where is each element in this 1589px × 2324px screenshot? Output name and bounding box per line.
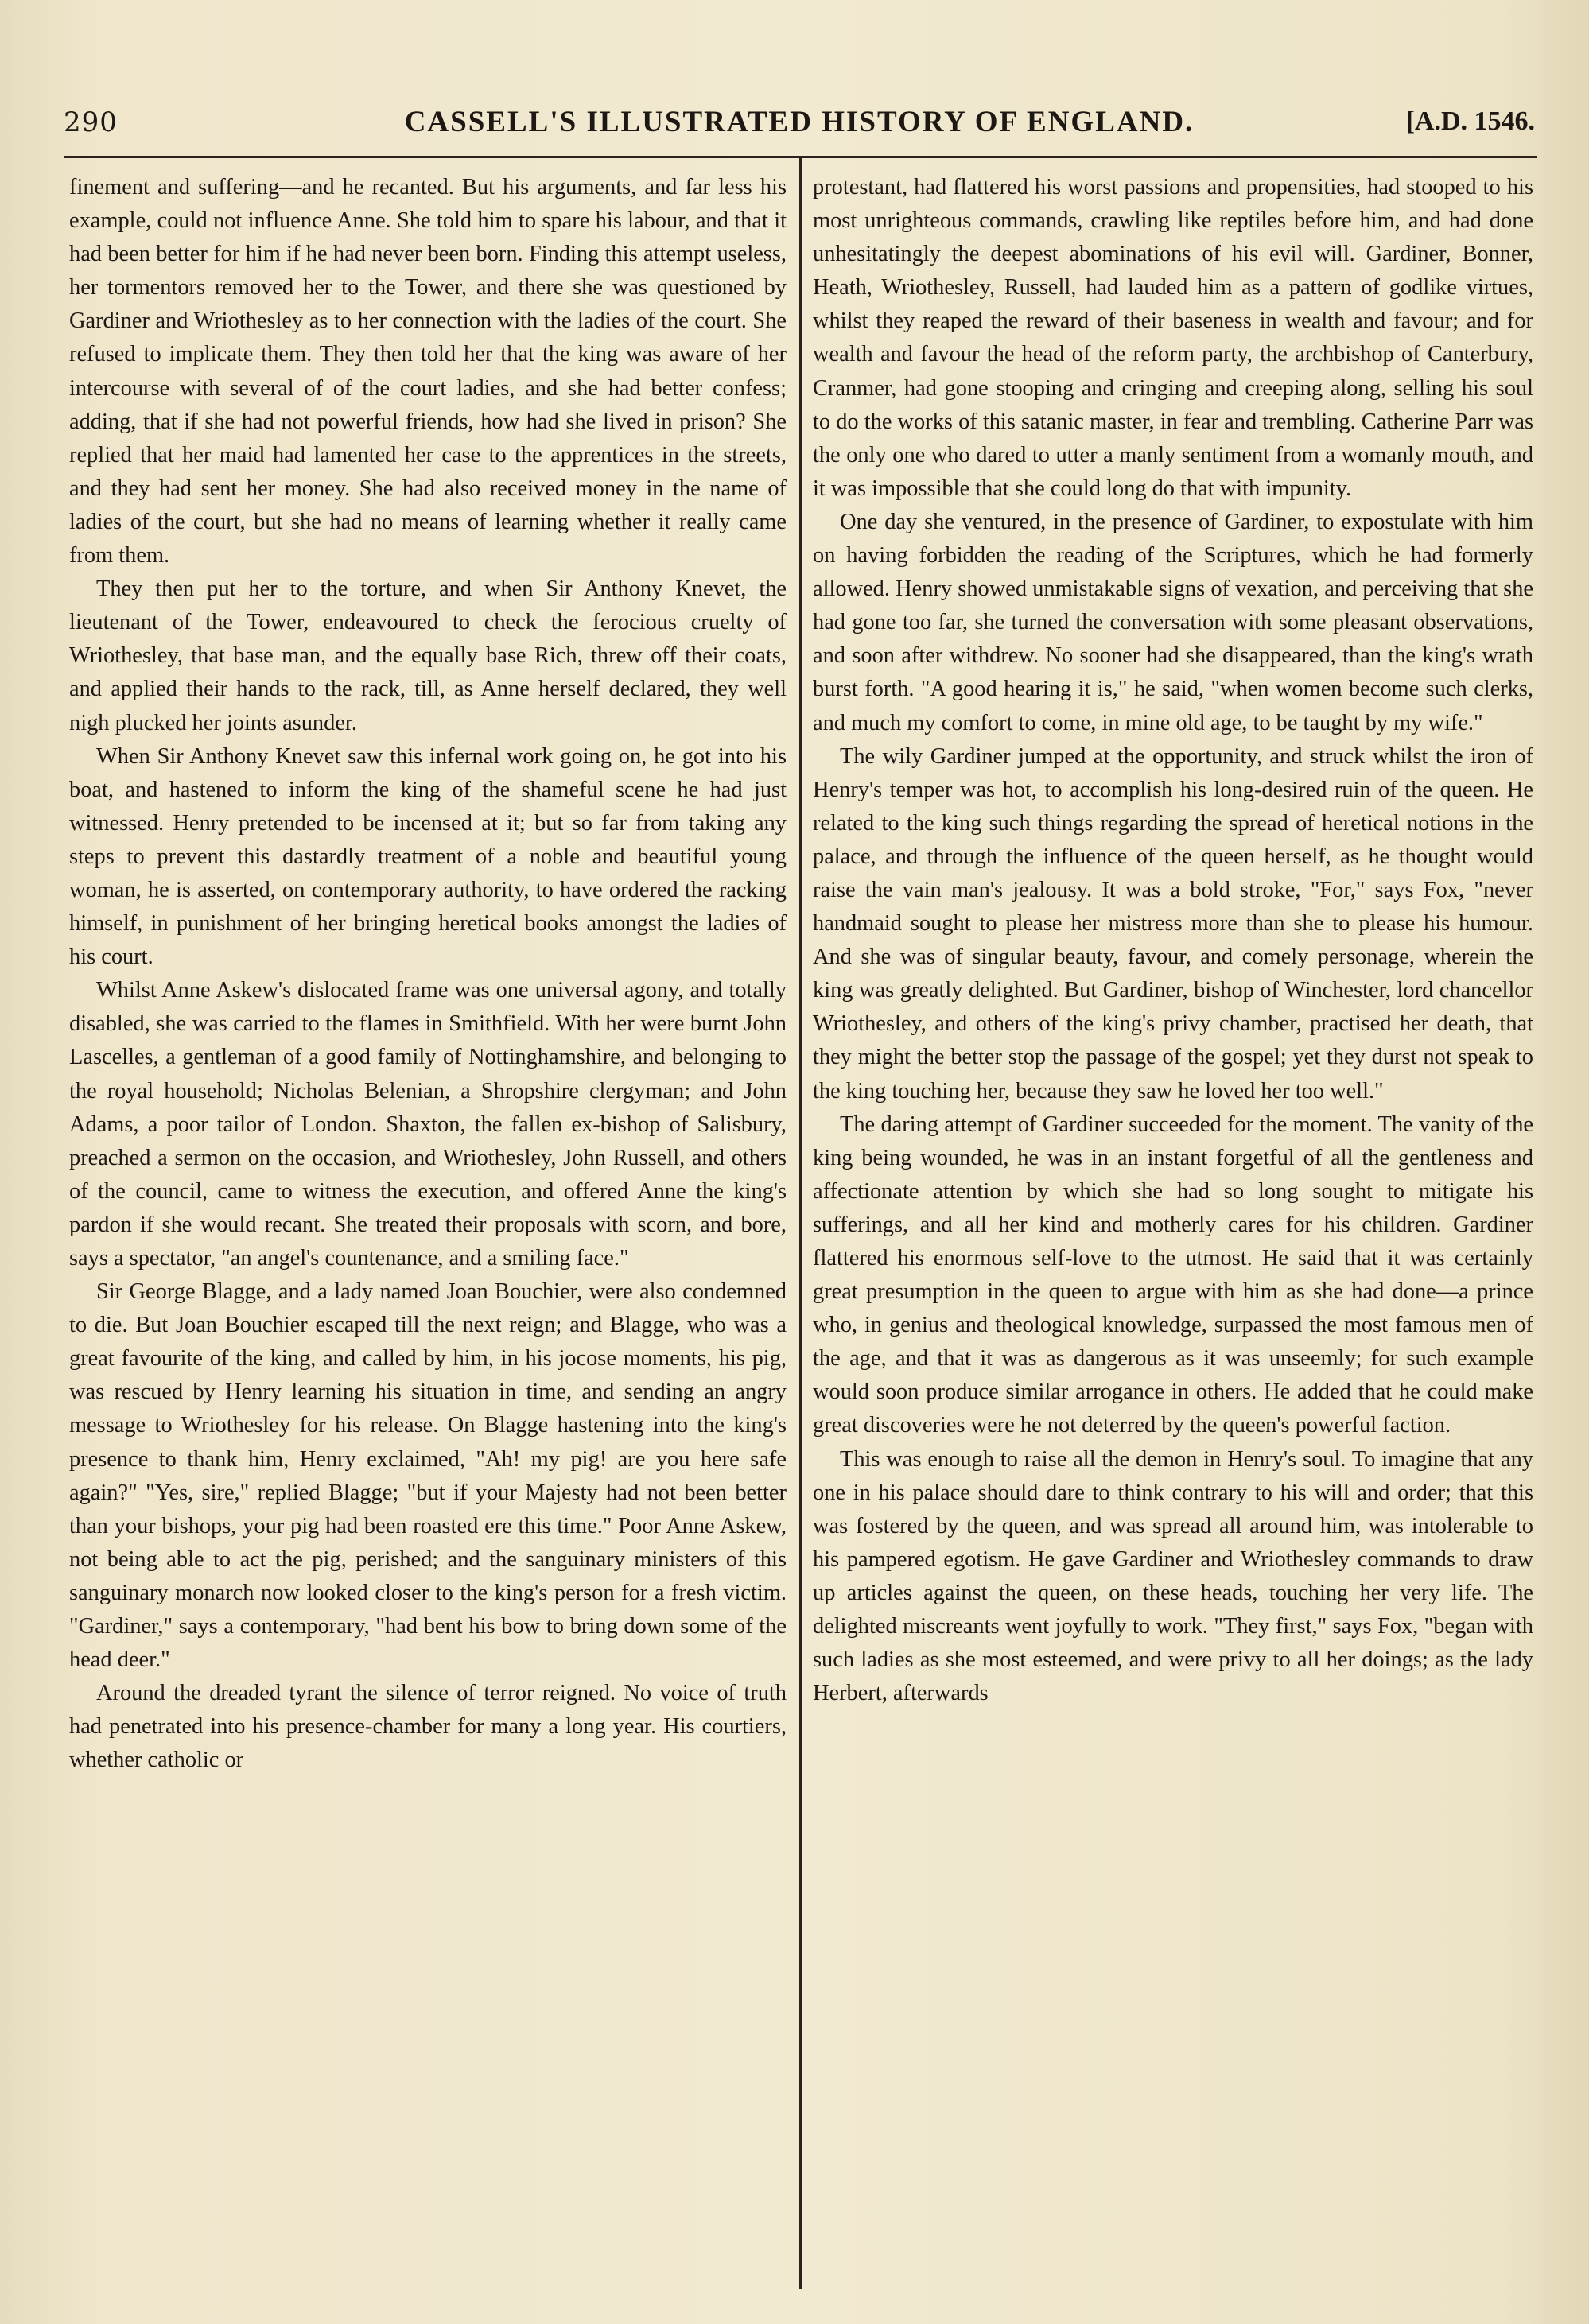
paragraph: This was enough to raise all the demon in Henry's soul. To imagine that any one in his palace should dare to think contrary to his will and order; that this was fostered by the queen, and was spread all around him, was intolerable to his pampered egotism. He gave Gardiner and Wriothesley commands to draw up articles against the queen, on these heads, touching her very life. The delighted miscreants went joyfully to work. "They first," says Fox, "began with such ladies as she most esteemed, and were privy to all her doings; as the lady Herbert, afterwards [813,1446,1533,1706]
paragraph: protestant, had flattered his worst passions and propensities, had stooped to his most unrighteous commands, crawling like reptiles before him, and had done unhesitatingly the deepest abominations of his evil will. Gardiner, Bonner, Heath, Wriothesley, Russell, had lauded him as a pattern of godlike virtues, whilst they reaped the reward of their baseness in wealth and favour; and for wealth and favour the head of the reform party, the archbishop of Canterbury, Cranmer, had gone stooping and cringing and creeping along, selling his soul to do the works of this satanic master, in fear and trembling. Catherine Parr was the only one who dared to utter a manly sentiment from a womanly mouth, and it was impossible that she could long do that with impunity. [813,175,1533,501]
paragraph: Whilst Anne Askew's dislocated frame was one universal agony, and totally disabled, she was carried to the flames in Smithfield. With her were burnt John Lascelles, a gentleman of a good family of Nottinghamshire, and belonging to the royal household; Nicholas Belenian, a Shropshire clergyman; and John Adams, a poor tailor of London. Shaxton, the fallen ex-bishop of Salisbury, preached a sermon on the occasion, and Wriothesley, John Russell, and others of the council, came to witness the execution, and offered Anne the king's pardon if she would recant. She treated their proposals with scorn, and bore, says a spectator, "an angel's countenance, and a smiling face." [69,978,787,1271]
paragraph: The daring attempt of Gardiner succeeded for the moment. The vanity of the king being wounded, he was in an instant forgetful of all the gentleness and affectionate attention by which she had so long sought to mitigate his sufferings, and all her kind and motherly cares for his children. Gardiner flattered his enormous self-love to the utmost. He said that it was certainly great presumption in the queen to argue with him as she had done—a prince who, in genius and theological knowledge, surpassed the most famous men of the age, and that it was as dangerous as it was unseemly; for such example would soon produce similar arrogance in others. He added that he could make great discoveries were he not deterred by the queen's powerful faction. [813,1112,1533,1438]
paragraph: Sir George Blagge, and a lady named Joan Bouchier, were also condemned to die. But Joan Bouchier escaped till the next reign; and Blagge, who was a great favourite of the king, and called by him, in his jocose moments, his pig, was rescued by Henry learning his situation in time, and sending an angry message to Wriothesley for his release. On Blagge hastening into the king's presence to thank him, Henry exclaimed, "Ah! my pig! are you here safe again?" "Yes, sire," replied Blagge; "but if your Majesty had not been better than your bishops, your pig had been roasted ere this time." Poor Anne Askew, not being able to act the pig, perished; and the sanguinary ministers of this sanguinary monarch now looked closer to the king's person for a fresh victim. "Gardiner," says a contemporary, "had bent his bow to bring down some of the head deer." [69,1279,787,1673]
date-heading: [A.D. 1546. [1405,107,1535,136]
paragraph: The wily Gardiner jumped at the opportunity, and struck whilst the iron of Henry's temper was hot, to accomplish his long-desired ruin of the queen. He related to the king such things regarding the spread of heretical notions in the palace, and through the influence of the queen herself, as he thought would raise the vain man's jealousy. It was a bold stroke, "For," says Fox, "never handmaid sought to please her mistress more than she to please his humour. And she was of singular beauty, favour, and comely personage, wherein the king was greatly delighted. But Gardiner, bishop of Winchester, lord chancellor Wriothesley, and others of the king's privy chamber, practised her death, that they might the better stop the passage of the gospel; yet they durst not speak to the king touching her, because they saw he loved her too well." [813,743,1533,1104]
page-header [64,105,1535,145]
paragraph: Around the dreaded tyrant the silence of terror reigned. No voice of truth had penetrated into his presence-chamber for many a long year. His courtiers, whether catholic or [69,1681,787,1773]
running-title: CASSELL'S ILLUSTRATED HISTORY OF ENGLAND. [404,106,1195,138]
page-number: 290 [64,107,118,138]
paragraph: One day she ventured, in the presence of Gardiner, to expostulate with him on having forbidden the reading of the Scriptures, which he had formerly allowed. Henry showed unmistakable signs of vexation, and perceiving that she had gone too far, she turned the conversation with some pleasant observations, and soon after withdrew. No sooner had she disappeared, than the king's wrath burst forth. "A good hearing it is," he said, "when women become such clerks, and much my comfort to come, in mine old age, to be taught by my wife." [813,509,1533,735]
paragraph: finement and suffering—and he recanted. But his arguments, and far less his example, could not influence Anne. She told him to spare his labour, and that it had been better for him if he had never been born. Finding this attempt useless, her tormentors removed her to the Tower, and there she was questioned by Gardiner and Wriothesley as to her connection with the ladies of the court. She refused to implicate them. They then told her that the king was aware of her intercourse with several of of the court ladies, and she had better confess; adding, that if she had not powerful friends, how had she lived in prison? She replied that her maid had lamented her case to the apprentices in the streets, and they had sent her money. She had also received money in the name of ladies of the court, but she had no means of learning whether it really came from them. [69,175,787,568]
left-column [69,171,787,1778]
paragraph: When Sir Anthony Knevet saw this infernal work going on, he got into his boat, and hastened to inform the king of the shameful scene he had just witnessed. Henry pretended to be incensed at it; but so far from taking any steps to prevent this dastardly treatment of a noble and beautiful young woman, he is asserted, on contemporary authority, to have ordered the racking himself, in punishment of her bringing heretical books amongst the ladies of his court. [69,743,787,970]
column-divider [799,158,802,2289]
paragraph: They then put her to the torture, and when Sir Anthony Knevet, the lieutenant of the Tower, endeavoured to check the ferocious cruelty of Wriothesley, that base man, and the equally base Rich, threw off their coats, and applied their hands to the rack, till, as Anne herself declared, they well nigh plucked her joints asunder. [69,576,787,735]
right-column [813,171,1533,1710]
